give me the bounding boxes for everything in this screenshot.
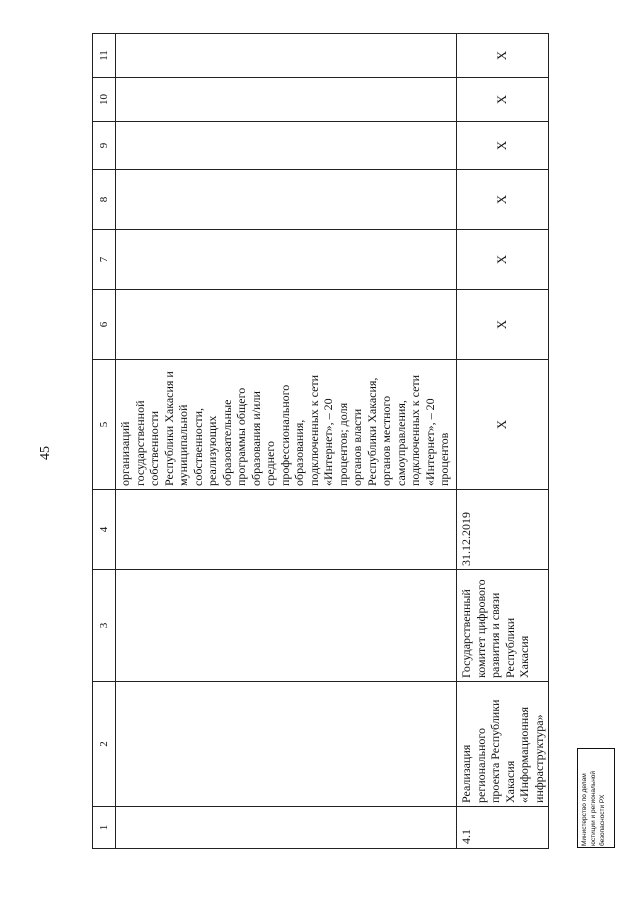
column-header: 9 bbox=[93, 122, 116, 170]
table-container bbox=[92, 34, 546, 849]
cross-mark-cell: Х bbox=[457, 34, 549, 78]
deadline-cell: 31.12.2019 bbox=[457, 490, 549, 570]
column-header: 3 bbox=[93, 570, 116, 682]
cross-mark-cell: Х bbox=[457, 122, 549, 170]
table-row-4-1 bbox=[457, 34, 549, 849]
row-number-cell: 4.1 bbox=[457, 807, 549, 849]
table-cell bbox=[116, 290, 457, 360]
column-header: 7 bbox=[93, 230, 116, 290]
table-row-continuation bbox=[116, 34, 457, 849]
measure-name-cell: Реализация регионального проекта Республики Хакасия «Информационная инфраструктура» bbox=[457, 682, 549, 807]
column-number-row bbox=[93, 34, 116, 849]
cross-mark-cell: Х bbox=[457, 170, 549, 230]
column-header: 10 bbox=[93, 78, 116, 122]
stamp-line: юстиции и региональной bbox=[590, 770, 597, 846]
column-header: 1 bbox=[93, 807, 116, 849]
column-header: 5 bbox=[93, 360, 116, 490]
stamp-line: Министерство по делам bbox=[581, 773, 588, 846]
cross-mark-cell: Х bbox=[457, 360, 549, 490]
ministry-stamp bbox=[577, 748, 615, 848]
table-cell bbox=[116, 570, 457, 682]
table-cell bbox=[116, 682, 457, 807]
table-cell bbox=[116, 78, 457, 122]
table-cell bbox=[116, 122, 457, 170]
column-header: 11 bbox=[93, 34, 116, 78]
program-table bbox=[92, 33, 549, 849]
column-header: 2 bbox=[93, 682, 116, 807]
cross-mark-cell: Х bbox=[457, 230, 549, 290]
column-header: 4 bbox=[93, 490, 116, 570]
indicator-text-cell: организаций государственной собственности Республики Хакасия и муниципальной собственности, реализующих образовательные программы общего образования и/или среднего профессионального образования, подключенных к сети «Интернет», – 20 процентов; доля органов власти Республики Хакасия, органов местного самоуправления, подключенных к сети «Интернет», – 20 процентов bbox=[116, 360, 457, 490]
column-header: 8 bbox=[93, 170, 116, 230]
cross-mark-cell: Х bbox=[457, 78, 549, 122]
page-number: 45 bbox=[38, 446, 53, 460]
table-cell bbox=[116, 170, 457, 230]
table-cell bbox=[116, 230, 457, 290]
table-cell bbox=[116, 807, 457, 849]
executor-cell: Государственный комитет цифрового развития и связи Республики Хакасия bbox=[457, 570, 549, 682]
stamp-line: безопасности РХ bbox=[599, 794, 606, 846]
table-cell bbox=[116, 490, 457, 570]
cross-mark-cell: Х bbox=[457, 290, 549, 360]
column-header: 6 bbox=[93, 290, 116, 360]
table-cell bbox=[116, 34, 457, 78]
